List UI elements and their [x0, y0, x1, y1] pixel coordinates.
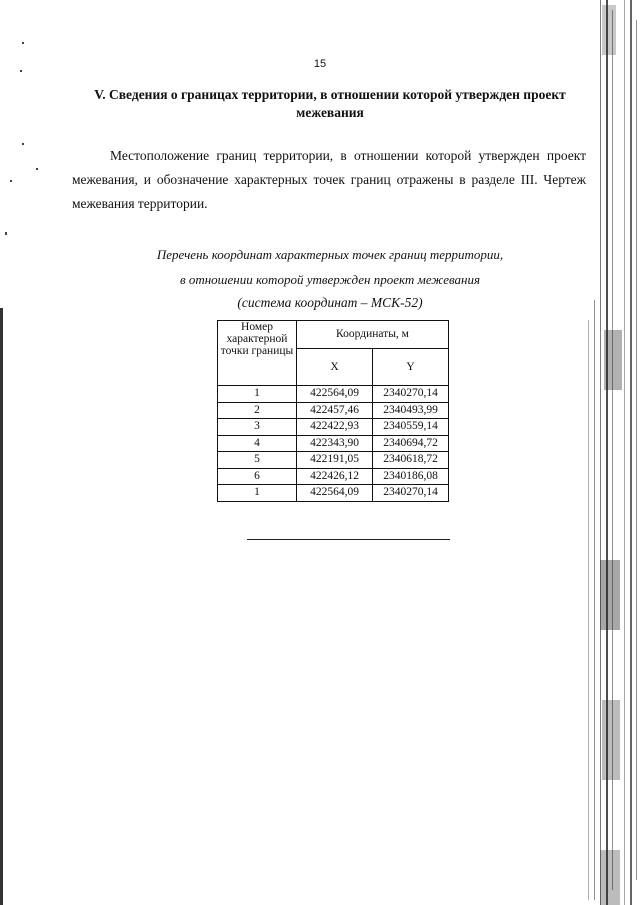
scan-speck: [36, 168, 38, 170]
y-cell: 2340270,14: [373, 386, 449, 403]
table-row: [218, 452, 449, 469]
end-rule: [247, 539, 450, 540]
table-caption-line-1: Перечень координат характерных точек границ территории,: [156, 247, 504, 262]
header-point-number: Номер характерной точки границы: [218, 321, 297, 386]
scan-edge-noise: [580, 0, 640, 905]
y-cell: 2340694,72: [373, 435, 449, 452]
y-cell: 2340270,14: [373, 485, 449, 502]
page-number: 15: [313, 58, 327, 70]
y-cell: 2340618,72: [373, 452, 449, 469]
table-row: [218, 386, 449, 403]
coordinates-table: [217, 320, 449, 502]
y-cell: 2340493,99: [373, 402, 449, 419]
x-cell: 422426,12: [297, 468, 373, 485]
point-number-cell: 4: [218, 435, 297, 452]
header-coordinates: Координаты, м: [297, 321, 449, 349]
body-paragraph: Местоположение границ территории, в отношении которой утвержден проект межевания, и обозначение характерных точек границ отражены в разделе III. Чертеж межевания территории.: [72, 148, 586, 211]
scan-speck: [22, 143, 24, 145]
table-row: [218, 402, 449, 419]
point-number-cell: 5: [218, 452, 297, 469]
point-number-cell: 1: [218, 386, 297, 403]
scan-speck: [20, 70, 22, 72]
table-row: [218, 485, 449, 502]
point-number-cell: 1: [218, 485, 297, 502]
scan-speck: [10, 180, 12, 182]
point-number-cell: 3: [218, 419, 297, 436]
header-y: Y: [373, 348, 449, 385]
x-cell: 422422,93: [297, 419, 373, 436]
x-cell: 422191,05: [297, 452, 373, 469]
point-number-cell: 2: [218, 402, 297, 419]
scan-speck: [5, 232, 7, 235]
table-caption-line-3: (система координат – МСК-52): [237, 295, 423, 310]
section-heading: V. Сведения о границах территории, в отношении которой утвержден проект межевания: [94, 87, 566, 120]
table-row: [218, 435, 449, 452]
y-cell: 2340186,08: [373, 468, 449, 485]
x-cell: 422564,09: [297, 386, 373, 403]
table-row: [218, 419, 449, 436]
x-cell: 422457,46: [297, 402, 373, 419]
table-row: [218, 468, 449, 485]
x-cell: 422564,09: [297, 485, 373, 502]
scan-left-bar: [0, 308, 3, 905]
point-number-cell: 6: [218, 468, 297, 485]
header-x: X: [297, 348, 373, 385]
x-cell: 422343,90: [297, 435, 373, 452]
scan-speck: [22, 42, 24, 44]
y-cell: 2340559,14: [373, 419, 449, 436]
table-caption-line-2: в отношении которой утвержден проект межевания: [179, 272, 481, 287]
